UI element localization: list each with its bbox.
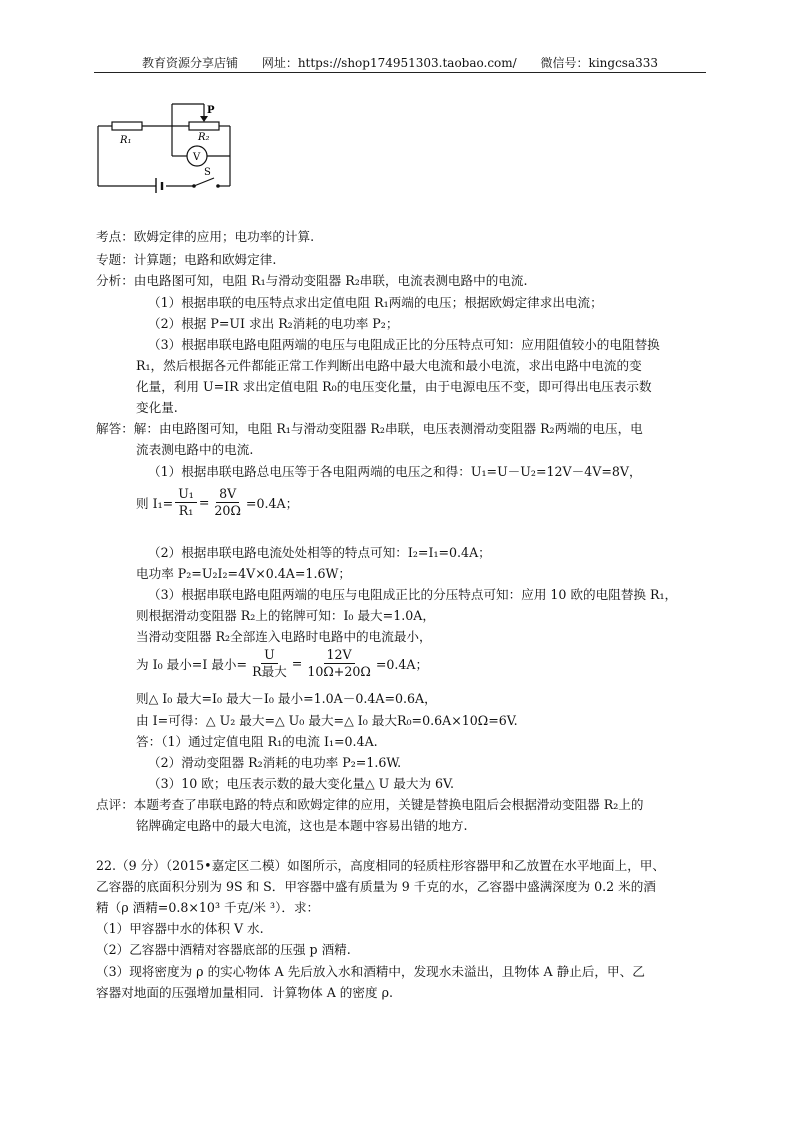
fenxi-4: （3）根据串联电路电阻两端的电压与电阻成正比的分压特点可知：应用阻值较小的电阻替换 [148, 337, 660, 352]
fenxi-2: （1）根据串联的电压特点求出定值电阻 R₁两端的电压；根据欧姆定律求出电流； [148, 295, 603, 310]
dianping-1: 点评：本题考查了串联电路的特点和欧姆定律的应用，关键是替换电阻后会根据滑动变阻器 R₂上的 [96, 797, 644, 812]
fenxi-3: （2）根据 P=UI 求出 R₂消耗的电功率 P₂； [148, 316, 399, 331]
formula-i0min-eq: = [291, 656, 303, 671]
formula-i0min-result: =0.4A； [375, 657, 429, 672]
question-22-line-1: 22.（9 分）（2015•嘉定区二模）如图所示，高度相同的轻质柱形容器甲和乙放置在水平地面上，甲、 [96, 858, 665, 873]
page-header [94, 54, 706, 73]
fenxi-1: 分析：由电路图可知，电阻 R₁与滑动变阻器 R₂串联，电流表测电路中的电流. [96, 273, 528, 288]
question-22-line-2: 乙容器的底面积分别为 9S 和 S．甲容器中盛有质量为 9 千克的水，乙容器中盛满深度为 0.2 米的酒 [96, 879, 656, 894]
dianping-2: 铭牌确定电路中的最大电流，这也是本题中容易出错的地方. [136, 818, 468, 833]
formula-i1-num2: 8V [216, 486, 239, 503]
r1-label: R₁ [120, 135, 132, 146]
formula-i0min-prefix: 为 I₀ 最小=I 最小= [136, 657, 248, 672]
answer-1: 答：（1）通过定值电阻 R₁的电流 I₁=0.4A. [136, 734, 378, 749]
formula-i1-den2: 20Ω [214, 503, 241, 518]
shop-url: 网址：https://shop174951303.taobao.com/ [261, 56, 517, 70]
formula-i1-den1: R₁ [178, 503, 194, 518]
voltmeter-label: V [193, 152, 201, 163]
question-22-part-3b: 容器对地面的压强增加量相同．计算物体 A 的密度 ρ. [96, 985, 393, 1000]
jieda-10: 由 I=可得：△ U₂ 最大=△ U₀ 最大=△ I₀ 最大R₀=0.6A×10Ω=6V. [136, 713, 518, 728]
fenxi-7: 变化量. [136, 400, 178, 415]
circuit-diagram [94, 98, 244, 193]
formula-i1-result: =0.4A； [245, 496, 299, 511]
slider-p-label: P [207, 105, 215, 116]
fenxi-5: R₁，然后根据各元件都能正常工作判断出电路中最大电流和最小电流，求出电路中电流的变 [136, 358, 642, 373]
question-22-part-1: （1）甲容器中水的体积 V 水. [96, 921, 264, 936]
jieda-5: 电功率 P₂=U₂I₂=4V×0.4A=1.6W； [136, 566, 351, 581]
zhuanti: 专题：计算题；电路和欧姆定律. [96, 252, 277, 267]
jieda-8: 当滑动变阻器 R₂全部连入电路时电路中的电流最小， [136, 629, 432, 644]
jieda-1: 解答：解：由电路图可知，电阻 R₁与滑动变阻器 R₂串联，电压表测滑动变阻器 R₂两端的电压，电 [96, 421, 643, 436]
fenxi-6: 化量，利用 U=IR 求出定值电阻 R₀的电压变化量，由于电源电压不变，即可得出电压表示数 [136, 379, 652, 394]
jieda-7: 则根据滑动变阻器 R₂上的铭牌可知：I₀ 最大=1.0A， [136, 608, 435, 623]
formula-i0min-den2: 10Ω+20Ω [307, 664, 371, 679]
switch-label: S [204, 167, 211, 178]
jieda-9: 则△ I₀ 最大=I₀ 最大－I₀ 最小=1.0A－0.4A=0.6A， [136, 691, 437, 706]
r2-label: R₂ [198, 132, 210, 143]
formula-i1-num1: U₁ [175, 486, 197, 503]
shop-name: 教育资源分享店铺 [141, 56, 238, 70]
answer-2: （2）滑动变阻器 R₂消耗的电功率 P₂=1.6W. [148, 755, 402, 770]
formula-i1-eq: = [198, 495, 210, 510]
kaodian: 考点：欧姆定律的应用；电功率的计算. [96, 229, 315, 244]
jieda-3: （1）根据串联电路总电压等于各电阻两端的电压之和得：U₁=U－U₂=12V－4V=8V， [148, 464, 642, 479]
formula-i0min [136, 647, 428, 680]
question-22-part-3a: （3）现将密度为 ρ 的实心物体 A 先后放入水和酒精中，发现水未溢出，且物体 A 静止后，甲、乙 [96, 964, 645, 979]
question-22-part-2: （2）乙容器中酒精对容器底部的压强 p 酒精. [96, 942, 351, 957]
answer-3: （3）10 欧；电压表示数的最大变化量△ U 最大为 6V. [148, 776, 454, 791]
formula-i0min-den1: R最大 [252, 664, 287, 679]
jieda-4: （2）根据串联电路电流处处相等的特点可知：I₂=I₁=0.4A； [148, 545, 491, 560]
wechat-id: 微信号：kingcsa333 [540, 56, 659, 70]
jieda-6: （3）根据串联电路电阻两端的电压与电阻成正比的分压特点可知：应用 10 欧的电阻替换 R₁， [148, 587, 678, 602]
formula-i1-prefix: 则 I₁= [136, 496, 174, 511]
formula-i0min-num1: U [261, 647, 278, 664]
question-22-line-3: 精（ρ 酒精=0.8×10³ 千克/米 ³）．求： [96, 900, 320, 915]
jieda-2: 流表测电路中的电流. [136, 442, 254, 457]
formula-i0min-num2: 12V [324, 647, 355, 664]
formula-i1 [136, 486, 298, 519]
